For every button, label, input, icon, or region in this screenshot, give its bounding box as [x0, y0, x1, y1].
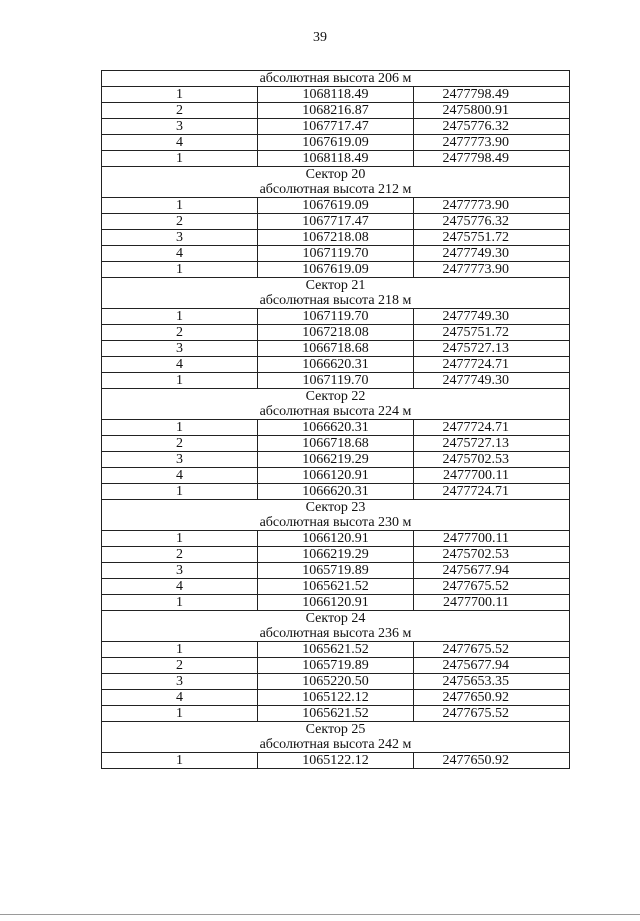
sector-title: Сектор 23: [102, 500, 570, 516]
table-row: [102, 563, 570, 579]
sector-altitude-row: [102, 293, 570, 309]
table-row: [102, 214, 570, 230]
table-row: [102, 642, 570, 658]
coordinate-y: 2477724.71: [414, 357, 570, 373]
coordinate-x: 1067717.47: [258, 214, 414, 230]
sector-title: Сектор 25: [102, 722, 570, 738]
table-row: [102, 658, 570, 674]
point-number: 1: [102, 420, 258, 436]
coordinate-y: 2475727.13: [414, 436, 570, 452]
point-number: 1: [102, 531, 258, 547]
sector-title-row: [102, 722, 570, 738]
coordinate-x: 1065621.52: [258, 579, 414, 595]
table-row: [102, 151, 570, 167]
coordinate-y: 2477675.52: [414, 579, 570, 595]
coordinate-x: 1068118.49: [258, 151, 414, 167]
point-number: 2: [102, 658, 258, 674]
coordinate-y: 2477773.90: [414, 135, 570, 151]
table-row: [102, 547, 570, 563]
coordinate-y: 2475800.91: [414, 103, 570, 119]
coordinate-x: 1066620.31: [258, 420, 414, 436]
table-row: [102, 468, 570, 484]
coordinate-x: 1067619.09: [258, 262, 414, 278]
table-row: [102, 436, 570, 452]
point-number: 1: [102, 87, 258, 103]
coordinates-table-body: [102, 71, 570, 769]
point-number: 2: [102, 325, 258, 341]
coordinate-x: 1065621.52: [258, 706, 414, 722]
table-row: [102, 484, 570, 500]
table-row: [102, 246, 570, 262]
table-row: [102, 119, 570, 135]
sector-title-row: [102, 500, 570, 516]
point-number: 3: [102, 119, 258, 135]
coordinate-y: 2477675.52: [414, 706, 570, 722]
table-row: [102, 690, 570, 706]
point-number: 1: [102, 373, 258, 389]
table-row: [102, 753, 570, 769]
point-number: 1: [102, 309, 258, 325]
sector-title: Сектор 22: [102, 389, 570, 405]
point-number: 4: [102, 246, 258, 262]
coordinate-y: 2477773.90: [414, 262, 570, 278]
coordinate-x: 1066718.68: [258, 436, 414, 452]
point-number: 3: [102, 341, 258, 357]
table-row: [102, 325, 570, 341]
coordinate-y: 2477700.11: [414, 595, 570, 611]
sector-title: Сектор 24: [102, 611, 570, 627]
coordinate-y: 2477749.30: [414, 309, 570, 325]
coordinate-y: 2477700.11: [414, 468, 570, 484]
coordinate-x: 1067218.08: [258, 230, 414, 246]
coordinate-y: 2475677.94: [414, 658, 570, 674]
table-row: [102, 595, 570, 611]
point-number: 1: [102, 595, 258, 611]
coordinate-x: 1065122.12: [258, 690, 414, 706]
coordinate-x: 1067119.70: [258, 309, 414, 325]
point-number: 3: [102, 452, 258, 468]
point-number: 4: [102, 357, 258, 373]
table-row: [102, 230, 570, 246]
point-number: 2: [102, 103, 258, 119]
coordinate-x: 1065719.89: [258, 658, 414, 674]
point-number: 4: [102, 690, 258, 706]
point-number: 4: [102, 135, 258, 151]
scan-edge-line: [0, 914, 640, 915]
sector-altitude: абсолютная высота 242 м: [102, 737, 570, 753]
sector-title: Сектор 20: [102, 167, 570, 183]
coordinate-y: 2475702.53: [414, 547, 570, 563]
coordinate-y: 2477650.92: [414, 753, 570, 769]
coordinate-y: 2477724.71: [414, 420, 570, 436]
coordinate-y: 2477650.92: [414, 690, 570, 706]
sector-title-row: [102, 167, 570, 183]
sector-altitude: абсолютная высота 230 м: [102, 515, 570, 531]
coordinate-y: 2475776.32: [414, 119, 570, 135]
table-row: [102, 452, 570, 468]
table-row: [102, 309, 570, 325]
coordinate-x: 1066120.91: [258, 468, 414, 484]
sector-title: Сектор 21: [102, 278, 570, 294]
table-row: [102, 87, 570, 103]
coordinate-y: 2477675.52: [414, 642, 570, 658]
point-number: 2: [102, 214, 258, 230]
table-row: [102, 373, 570, 389]
table-row: [102, 103, 570, 119]
coordinate-x: 1067218.08: [258, 325, 414, 341]
point-number: 1: [102, 151, 258, 167]
coordinate-x: 1065122.12: [258, 753, 414, 769]
table-row: [102, 357, 570, 373]
coordinate-y: 2477700.11: [414, 531, 570, 547]
table-row: [102, 531, 570, 547]
coordinate-y: 2475702.53: [414, 452, 570, 468]
sector-altitude-row: [102, 182, 570, 198]
table-row: [102, 262, 570, 278]
point-number: 1: [102, 706, 258, 722]
coordinate-y: 2475751.72: [414, 230, 570, 246]
sector-title-row: [102, 389, 570, 405]
point-number: 1: [102, 642, 258, 658]
coordinate-x: 1066120.91: [258, 595, 414, 611]
coordinate-y: 2475727.13: [414, 341, 570, 357]
sector-altitude-row: [102, 515, 570, 531]
coordinate-x: 1065220.50: [258, 674, 414, 690]
coordinate-x: 1066219.29: [258, 452, 414, 468]
sector-altitude: абсолютная высота 206 м: [102, 71, 570, 87]
point-number: 3: [102, 230, 258, 246]
coordinate-y: 2475677.94: [414, 563, 570, 579]
sector-title-row: [102, 611, 570, 627]
point-number: 1: [102, 753, 258, 769]
point-number: 2: [102, 547, 258, 563]
coordinate-x: 1066219.29: [258, 547, 414, 563]
sector-altitude-row: [102, 626, 570, 642]
coordinate-y: 2477749.30: [414, 373, 570, 389]
sector-altitude: абсолютная высота 236 м: [102, 626, 570, 642]
coordinate-x: 1065719.89: [258, 563, 414, 579]
table-row: [102, 198, 570, 214]
coordinate-x: 1067119.70: [258, 246, 414, 262]
sector-altitude: абсолютная высота 224 м: [102, 404, 570, 420]
point-number: 4: [102, 468, 258, 484]
coordinate-x: 1066620.31: [258, 357, 414, 373]
sector-altitude-row: [102, 737, 570, 753]
coordinate-x: 1068118.49: [258, 87, 414, 103]
coordinate-x: 1066620.31: [258, 484, 414, 500]
coordinate-x: 1068216.87: [258, 103, 414, 119]
coordinate-y: 2475653.35: [414, 674, 570, 690]
sector-altitude: абсолютная высота 212 м: [102, 182, 570, 198]
table-row: [102, 135, 570, 151]
coordinate-y: 2477773.90: [414, 198, 570, 214]
coordinate-x: 1067619.09: [258, 198, 414, 214]
coordinate-x: 1066718.68: [258, 341, 414, 357]
coordinate-x: 1067119.70: [258, 373, 414, 389]
point-number: 1: [102, 484, 258, 500]
coordinate-y: 2477798.49: [414, 151, 570, 167]
coordinate-y: 2477749.30: [414, 246, 570, 262]
point-number: 3: [102, 563, 258, 579]
coordinate-x: 1066120.91: [258, 531, 414, 547]
sector-altitude-row: [102, 71, 570, 87]
page-number: 39: [313, 30, 327, 45]
point-number: 1: [102, 198, 258, 214]
coordinate-y: 2477724.71: [414, 484, 570, 500]
coordinate-y: 2477798.49: [414, 87, 570, 103]
point-number: 4: [102, 579, 258, 595]
coordinate-x: 1065621.52: [258, 642, 414, 658]
table-row: [102, 706, 570, 722]
table-row: [102, 341, 570, 357]
table-row: [102, 579, 570, 595]
table-row: [102, 420, 570, 436]
sector-altitude: абсолютная высота 218 м: [102, 293, 570, 309]
sector-altitude-row: [102, 404, 570, 420]
sector-title-row: [102, 278, 570, 294]
coordinate-y: 2475751.72: [414, 325, 570, 341]
coordinates-table: [101, 70, 570, 769]
point-number: 3: [102, 674, 258, 690]
point-number: 2: [102, 436, 258, 452]
coordinate-x: 1067717.47: [258, 119, 414, 135]
point-number: 1: [102, 262, 258, 278]
table-row: [102, 674, 570, 690]
coordinate-x: 1067619.09: [258, 135, 414, 151]
coordinate-y: 2475776.32: [414, 214, 570, 230]
